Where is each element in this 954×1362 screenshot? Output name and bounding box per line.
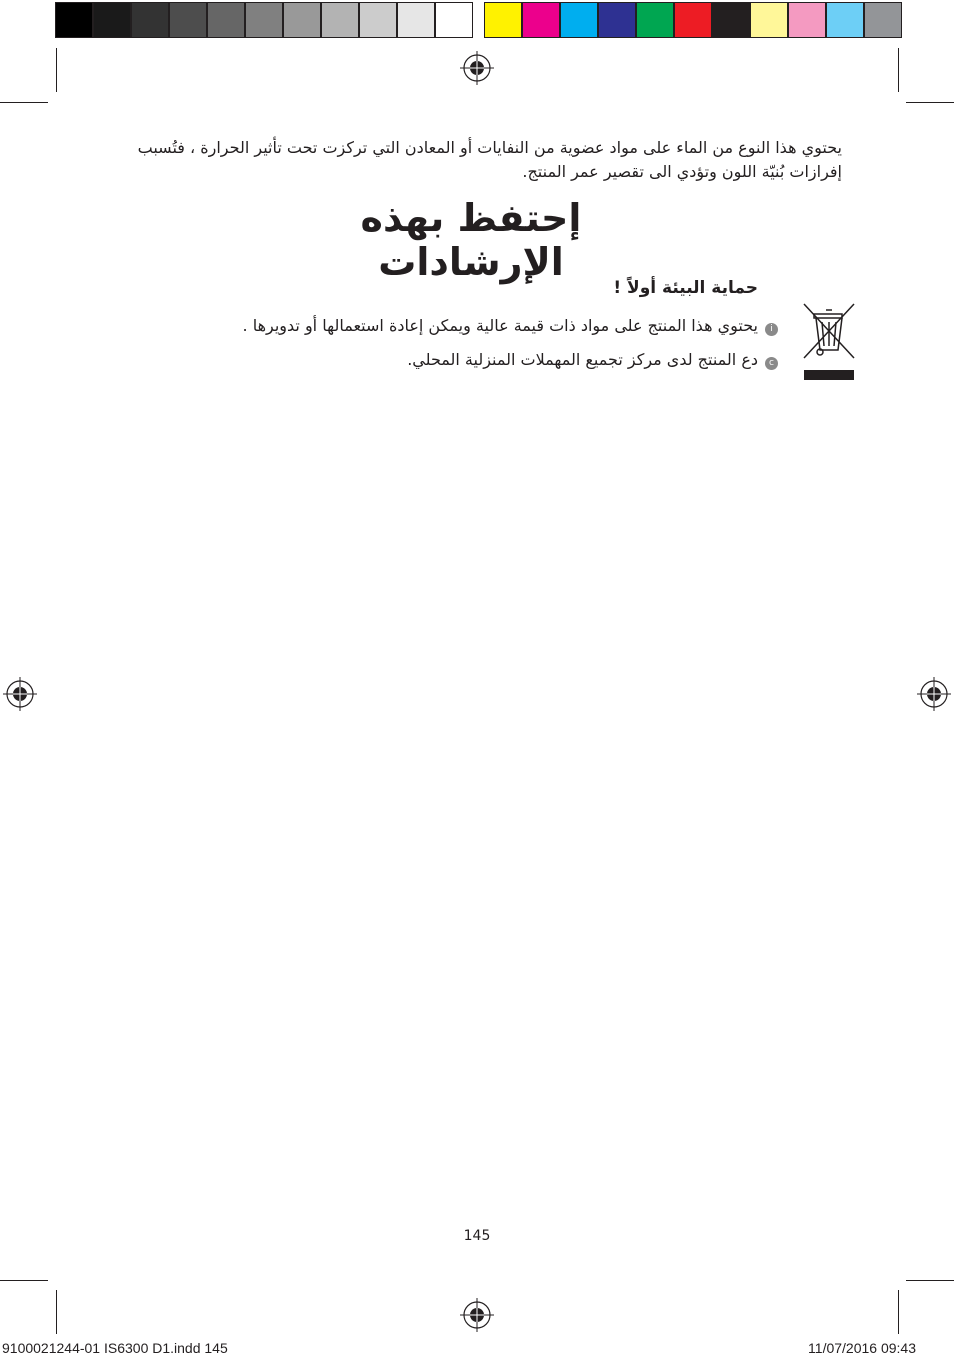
date-time: 11/07/2016 09:43 <box>808 1340 916 1356</box>
crop-mark <box>56 48 57 92</box>
crop-mark <box>906 102 954 103</box>
list-item: يحتوي هذا المنتج على مواد ذات قيمة عالية ويمكن إعادة استعمالها أو تدويرها . <box>242 316 758 335</box>
process-color-swatch <box>826 2 864 38</box>
registration-mark-icon <box>460 51 494 85</box>
page-number: 145 <box>463 1228 491 1244</box>
intro-line-2: إفرازات بُنيّة اللون وتؤدي الى تقصير عمر المنتج. <box>522 162 842 181</box>
process-color-swatch <box>522 2 560 38</box>
gray-swatch <box>131 2 169 38</box>
process-color-swatch <box>484 2 522 38</box>
gray-swatch <box>321 2 359 38</box>
gray-swatch <box>55 2 93 38</box>
crop-mark <box>56 1290 57 1334</box>
process-color-swatch <box>712 2 750 38</box>
process-color-swatch <box>788 2 826 38</box>
registration-mark-icon <box>460 1298 494 1332</box>
gray-swatch <box>435 2 473 38</box>
process-color-swatch <box>636 2 674 38</box>
crop-mark <box>898 1290 899 1334</box>
process-color-swatch <box>674 2 712 38</box>
list-item: دع المنتج لدى مركز تجميع المهملات المنزلية المحلي. <box>407 350 758 369</box>
crop-mark <box>0 102 48 103</box>
file-info: 9100021244-01 IS6300 D1.indd 145 <box>2 1340 228 1356</box>
gray-swatch <box>169 2 207 38</box>
section-heading: حماية البيئة أولاً ! <box>613 278 758 298</box>
bullet-icon: c <box>765 357 778 370</box>
page-title: إحتفظ بهذه الإرشادات <box>360 196 582 284</box>
crop-mark <box>0 1280 48 1281</box>
intro-line-1: يحتوي هذا النوع من الماء على مواد عضوية من النفايات أو المعادن التي تركزت تحت تأثير الحرارة ، فتُسبب <box>137 138 842 157</box>
crop-mark <box>898 48 899 92</box>
process-color-swatch <box>598 2 636 38</box>
crossed-out-wheelie-bin-icon <box>800 300 858 382</box>
crop-mark <box>906 1280 954 1281</box>
gray-swatch <box>93 2 131 38</box>
process-color-swatch <box>750 2 788 38</box>
gray-swatch <box>207 2 245 38</box>
gray-swatch <box>283 2 321 38</box>
bullet-icon: i <box>765 323 778 336</box>
gray-swatch <box>245 2 283 38</box>
intro-paragraph <box>100 136 842 184</box>
registration-mark-icon <box>917 677 951 711</box>
gray-swatch <box>397 2 435 38</box>
registration-mark-icon <box>3 677 37 711</box>
gray-swatch <box>359 2 397 38</box>
process-color-swatch <box>560 2 598 38</box>
process-color-swatch <box>864 2 902 38</box>
